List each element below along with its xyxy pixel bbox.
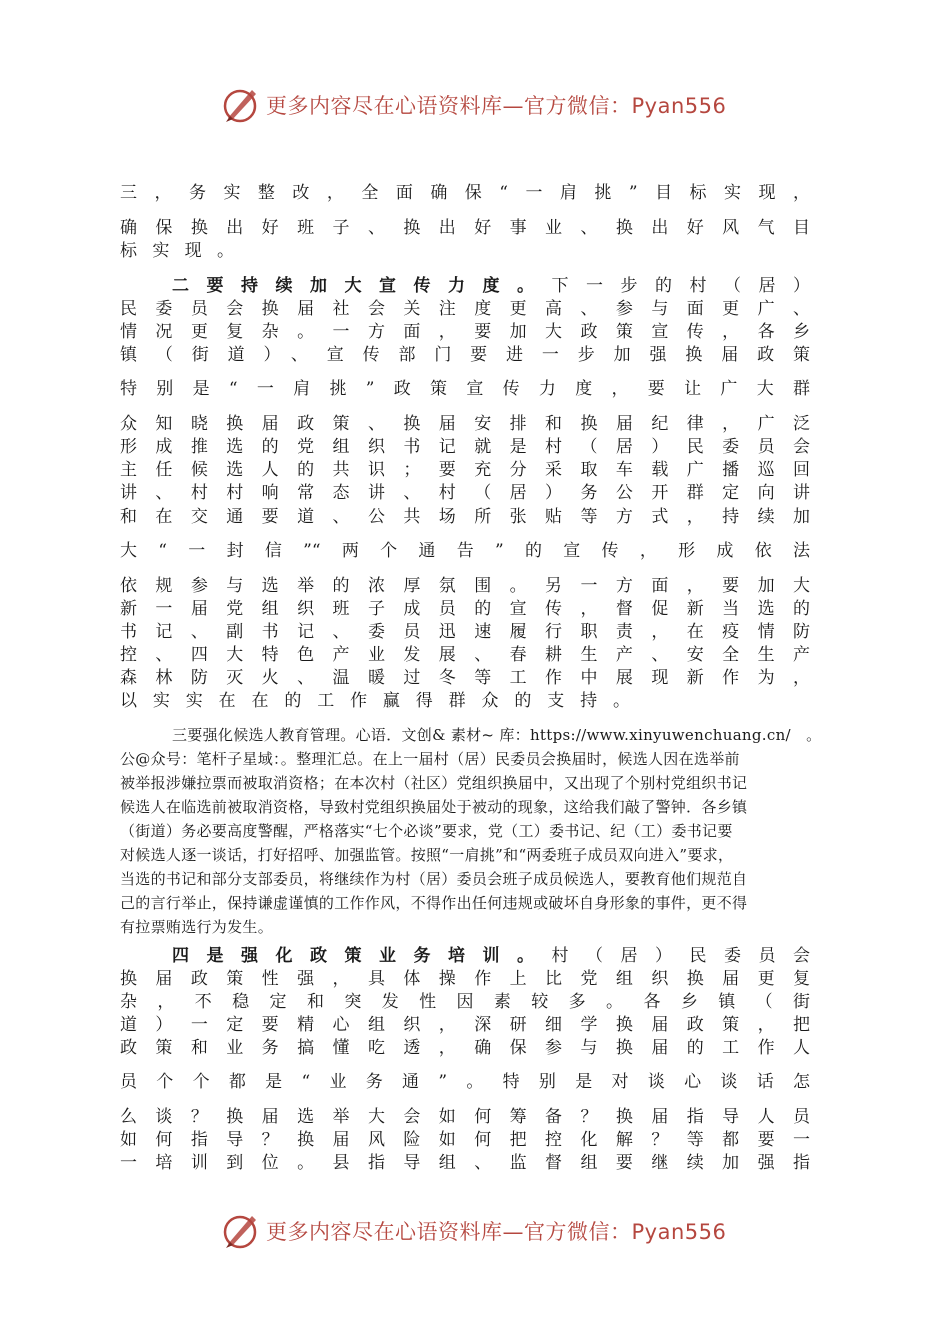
text-line: 三，务实整改，全面确保“一肩挑”目标实现，	[120, 183, 810, 203]
text-line: 讲、村村响常态讲、村（居）务公开群定向讲	[120, 483, 810, 503]
text-line: 道）一定要精心组织，深研细学换届政策，把	[120, 1015, 810, 1035]
text-line: 大“一封信”“两个通告”的宣传，形成依法	[120, 541, 810, 561]
text-line: 对候选人逐一谈话，打好招呼、加强监管。按照“一肩挑”和“两委班子成员双向进入”要求，	[120, 846, 734, 864]
paragraph-lead: 二要持续加大宣传力度。	[172, 276, 552, 296]
text-line: 标实现。	[120, 241, 234, 261]
text-line: 形成推选的党组织书记就是村（居）民委员会	[120, 437, 810, 457]
text-line: 以实实在在的工作赢得群众的支持。	[120, 691, 630, 711]
text-line: 被举报涉嫌拉票而被取消资格；在本次村（社区）党组织换届中，又出现了个别村党组织书记	[120, 774, 748, 792]
paragraph-heading-line	[172, 945, 810, 967]
text-line: 么谈？换届选举大会如何筹备？换届指导人员	[120, 1107, 810, 1127]
text-line: 和在交通要道、公共场所张贴等方式，持续加	[120, 507, 810, 527]
paragraph-lead-rest: 村（居）民委员会	[551, 946, 810, 966]
footer-banner	[0, 1206, 950, 1256]
paragraph-lead-rest: 下一步的村（居）	[551, 276, 810, 296]
text-line: 众知晓换届政策、换届安排和换届纪律，广泛	[120, 414, 810, 434]
paragraph-lead: 四是强化政策业务培训。	[172, 946, 552, 966]
text-line: 候选人在临选前被取消资格，导致村党组织换届处于被动的现象，这给我们敲了警钟．各乡镇	[120, 798, 748, 816]
text-line: 情况更复杂。一方面，要加大政策宣传，各乡	[120, 322, 810, 342]
pen-quill-logo-icon	[218, 1208, 264, 1254]
pen-quill-logo-icon	[218, 82, 264, 128]
text-line: 杂，不稳定和突发性因素较多。各乡镇（街	[120, 992, 810, 1012]
text-line: 依规参与选举的浓厚氛围。另一方面，要加大	[120, 576, 810, 596]
text-line: 民委员会换届社会关注度更高、参与面更广、	[120, 299, 810, 319]
text-line: 书记、副书记、委员迅速履行职责，在疫情防	[120, 622, 810, 642]
text-line: 换届政策性强，具体操作上比党组织换届更复	[120, 969, 810, 989]
banner-text: 更多内容尽在心语资料库—官方微信：Pyan556	[266, 94, 727, 118]
text-line: 公@众号：笔杆子星域：。整理汇总。在上一届村（居）民委员会换届时，候选人因在选举前	[120, 750, 740, 768]
text-line: 一培训到位。县指导组、监督组要继续加强指	[120, 1153, 810, 1173]
text-line: 特别是“一肩挑”政策宣传力度，要让广大群	[120, 379, 810, 399]
text-line: 镇（街道）、宣传部门要进一步加强换届政策	[120, 345, 810, 365]
text-line: 确保换出好班子、换出好事业、换出好风气目	[120, 218, 810, 238]
text-line: （街道）务必要高度警醒，严格落实“七个必谈”要求，党（工）委书记、纪（工）委书记要	[120, 822, 733, 840]
paragraph-heading-line	[172, 275, 810, 297]
text-line: 员个个都是“业务通”。特别是对谈心谈话怎	[120, 1072, 810, 1092]
text-line: 政策和业务搞懂吃透，确保参与换届的工作人	[120, 1038, 810, 1058]
text-line: 新一届党组织班子成员的宣传，督促新当选的	[120, 599, 810, 619]
text-line: 己的言行举止，保持谦虚谨慎的工作作风，不得作出任何违规或破坏自身形象的事件，更不得	[120, 894, 748, 912]
text-line: 控、四大特色产业发展、春耕生产、安全生产	[120, 645, 810, 665]
header-banner	[0, 80, 950, 130]
text-line: 有拉票贿选行为发生。	[120, 918, 274, 936]
text-line: 当选的书记和部分支部委员，将继续作为村（居）委员会班子成员候选人，要教育他们规范自	[120, 870, 748, 888]
text-line: 如何指导？换届风险如何把控化解？等都要一	[120, 1130, 810, 1150]
banner-text: 更多内容尽在心语资料库—官方微信：Pyan556	[266, 1220, 727, 1244]
text-line: 三要强化候选人教育管理。心语．文创& 素材~ 库：https://www.xinyuwenchuang.cn/ 。	[172, 726, 822, 744]
text-line: 主任候选人的共识；要充分采取车载广播巡回	[120, 460, 810, 480]
text-line: 森林防灭火、温暖过冬等工作中展现新作为，	[120, 668, 810, 688]
